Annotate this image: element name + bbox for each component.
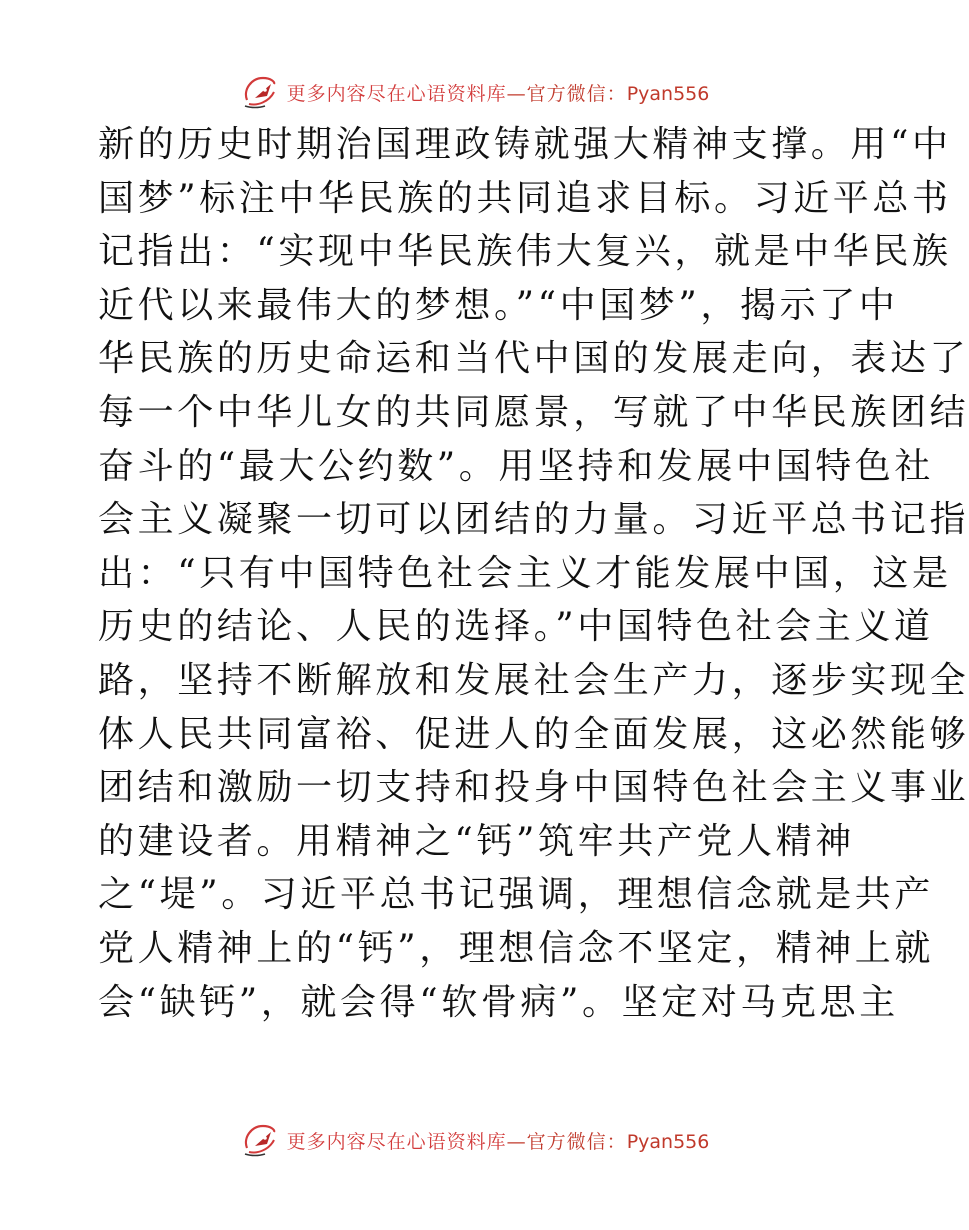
watermark-official: 官方微信： [526,82,627,105]
body-line: 国梦”标注中华民族的共同追求目标。习近平总书 [98,177,952,219]
body-line: 的建设者。用精神之“钙”筑牢共产党人精神 [98,820,855,862]
body-line: 记指出：“实现中华民族伟大复兴，就是中华民族 [98,231,952,273]
body-line: 新的历史时期治国理政铸就强大精神支撑。用“中 [98,124,952,165]
body-line: 团结和激励一切支持和投身中国特色社会主义事业 [98,767,969,809]
watermark-official: 官方微信： [526,1130,627,1153]
watermark-separator: — [506,82,527,105]
header-watermark [0,70,950,114]
body-line: 会主义凝聚一切可以团结的力量。习近平总书记指 [98,499,969,541]
watermark-site: 更多内容尽在心语资料库 [286,1130,507,1153]
body-line: 历史的结论、人民的选择。”中国特色社会主义道 [98,606,934,648]
watermark-site: 更多内容尽在心语资料库 [286,82,507,105]
body-line: 出：“只有中国特色社会主义才能发展中国，这是 [98,552,952,594]
body-line: 每一个中华儿女的共同愿景，写就了中华民族团结 [98,391,969,433]
document-body [98,118,969,1029]
watermark-account: Pyan556 [626,1130,710,1153]
footer-watermark [0,1118,950,1162]
body-line: 之“堤”。习近平总书记强调，理想信念就是共产 [98,874,935,916]
body-line: 奋斗的“最大公约数”。用坚持和发展中国特色社 [98,445,935,487]
body-line: 路，坚持不断解放和发展社会生产力，逐步实现全 [98,659,969,701]
body-line: 华民族的历史命运和当代中国的发展走向，表达了 [98,338,969,380]
pen-nib-logo-icon [241,74,281,110]
watermark-separator: — [506,1130,527,1153]
body-line: 党人精神上的“钙”，理想信念不坚定，精神上就 [98,927,935,969]
pen-nib-logo-icon [241,1122,281,1158]
watermark-text [287,79,710,106]
body-line: 近代以来最伟大的梦想。”“中国梦”，揭示了中 [98,284,899,326]
watermark-text [287,1127,710,1154]
watermark-account: Pyan556 [626,82,710,105]
body-line: 会“缺钙”，就会得“软骨病”。坚定对马克思主 [98,981,899,1023]
body-line: 体人民共同富裕、促进人的全面发展，这必然能够 [98,713,969,755]
